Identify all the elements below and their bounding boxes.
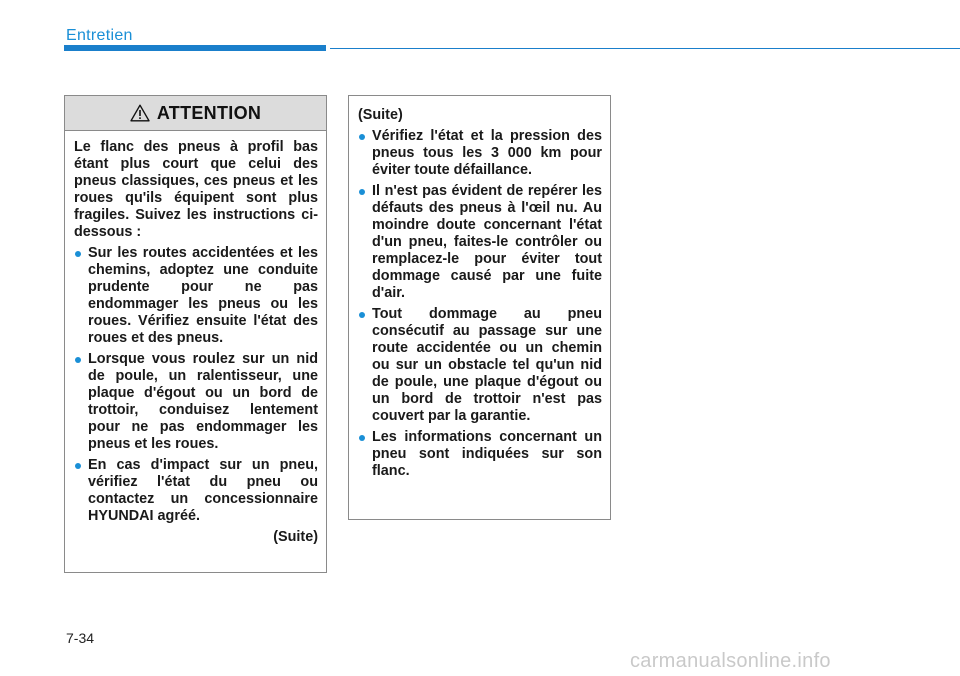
- continued-label: (Suite): [358, 107, 403, 123]
- list-item: Sur les routes accidentées et les chemins, adoptez une conduite prudente pour ne pas endommager les pneus ou les roues. Vérifiez ensuite l'état des roues et des pneus.: [74, 245, 318, 347]
- continued-body: [349, 96, 610, 480]
- list-item: Il n'est pas évident de repérer les défauts des pneus à l'œil nu. Au moindre doute concernant l'état d'un pneu, faites-le contrôler ou remplacez-le pour éviter tout dommage causé par une fuite d'air.: [358, 183, 602, 302]
- warning-triangle-icon: [130, 104, 150, 122]
- bullet-dot-icon: [359, 189, 365, 195]
- bullet-dot-icon: [359, 435, 365, 441]
- bullet-dot-icon: [75, 251, 81, 257]
- list-item: En cas d'impact sur un pneu, vérifiez l'état du pneu ou contactez un concessionnaire HYUNDAI agréé.: [74, 457, 318, 525]
- list-item: Lorsque vous roulez sur un nid de poule, un ralentisseur, une plaque d'égout ou un bord de trottoir, conduisez lentement pour ne pas endommager les pneus et les roues.: [74, 351, 318, 453]
- attention-body: [65, 131, 326, 546]
- attention-intro: Le flanc des pneus à profil bas étant plus court que celui des pneus classiques, ces pneus et les roues qu'ils équipent sont plus fragiles. Suivez les instructions ci-dessous :: [74, 139, 318, 240]
- continued-box: [348, 95, 611, 520]
- watermark: carmanualsonline.info: [630, 650, 831, 672]
- bullet-dot-icon: [75, 463, 81, 469]
- attention-title: ATTENTION: [156, 102, 262, 123]
- page-number: 7-34: [66, 630, 95, 646]
- section-rule-thin: [330, 48, 960, 49]
- attention-box: [64, 95, 327, 573]
- bullet-dot-icon: [359, 312, 365, 318]
- attention-header: [65, 96, 326, 131]
- bullet-dot-icon: [359, 134, 365, 140]
- continued-bullet-list: [358, 128, 602, 480]
- continued-label: (Suite): [273, 529, 318, 545]
- list-item: Les informations concernant un pneu sont indiquées sur son flanc.: [358, 429, 602, 480]
- list-item: Vérifiez l'état et la pression des pneus tous les 3 000 km pour éviter toute défaillance.: [358, 128, 602, 179]
- bullet-dot-icon: [75, 357, 81, 363]
- section-title: Entretien: [66, 27, 133, 44]
- list-item: Tout dommage au pneu consécutif au passage sur une route accidentée ou un chemin ou sur un obstacle tel qu'un nid de poule, une plaque d'égout ou un bord de trottoir n'est pas couvert par la garantie.: [358, 306, 602, 425]
- section-rule-thick: [64, 45, 326, 51]
- attention-bullet-list: [74, 245, 318, 525]
